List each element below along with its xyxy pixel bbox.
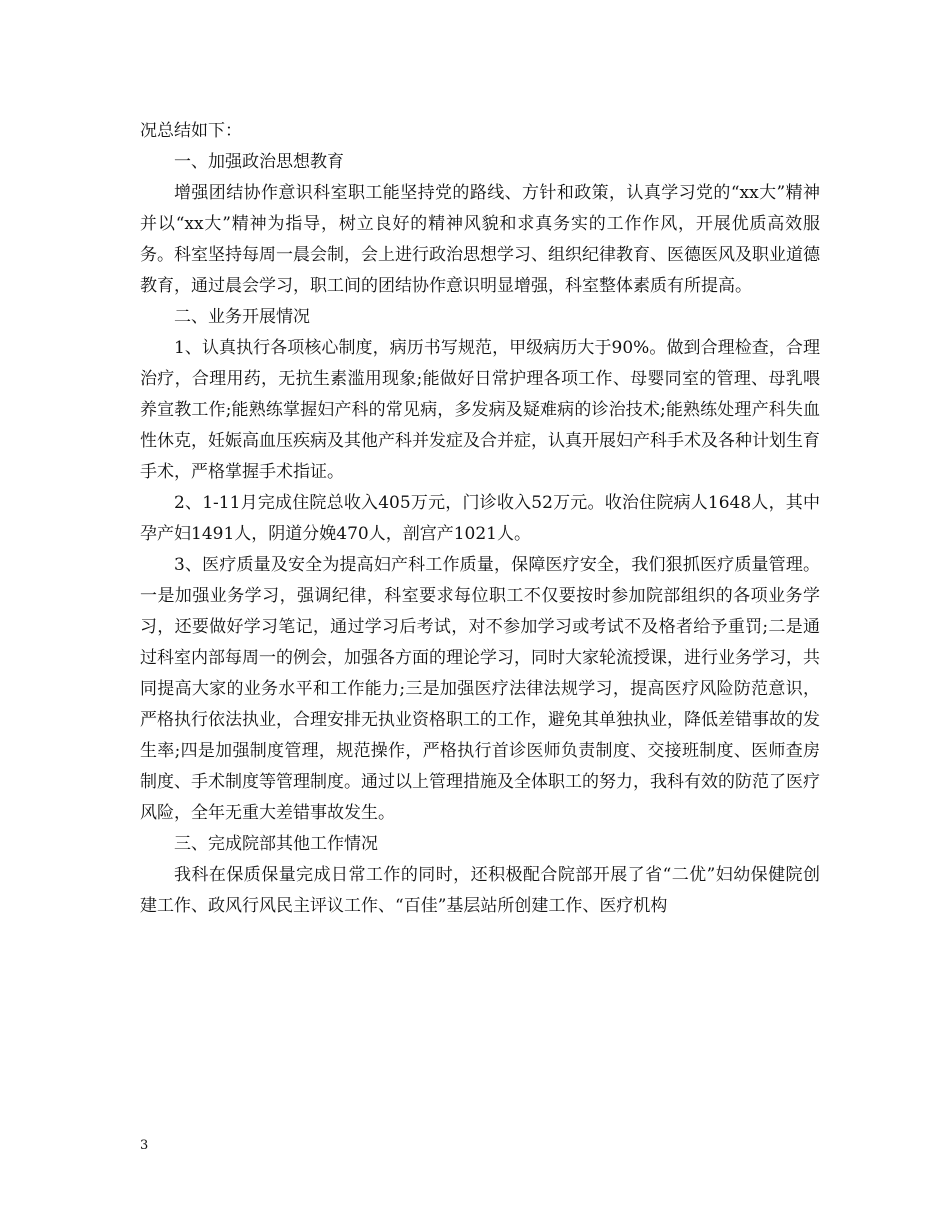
paragraph-political-education: 增强团结协作意识科室职工能坚持党的路线、方针和政策，认真学习党的“xx大”精神并以“xx大”精神为指导，树立良好的精神风貌和求真务实的工作作风，开展优质高效服务。科室坚持每周一晨会制，会上进行政治思想学习、组织纪律教育、医德医风及职业道德教育，通过晨会学习，职工间的团结协作意识明显增强，科室整体素质有所提高。 bbox=[140, 183, 820, 296]
paragraph-other-work: 我科在保质保量完成日常工作的同时，还积极配合院部开展了省“二优”妇幼保健院创建工作、政风行风民主评议工作、“百佳”基层站所创建工作、医疗机构 bbox=[140, 865, 820, 916]
paragraph-business-3: 3、医疗质量及安全为提高妇产科工作质量，保障医疗安全，我们狠抓医疗质量管理。一是加强业务学习，强调纪律，科室要求每位职工不仅要按时参加院部组织的各项业务学习，还要做好学习笔记，通过学习后考试，对不参加学习或考试不及格者给予重罚;二是通过科室内部每周一的例会，加强各方面的理论学习，同时大家轮流授课，进行业务学习，共同提高大家的业务水平和工作能力;三是加强医疗法律法规学习，提高医疗风险防范意识，严格执行依法执业，合理安排无执业资格职工的工作，避免其单独执业，降低差错事故的发生率;四是加强制度管理，规范操作，严格执行首诊医师负责制度、交接班制度、医师查房制度、手术制度等管理制度。通过以上管理措施及全体职工的努力，我科有效的防范了医疗风险，全年无重大差错事故发生。 bbox=[140, 555, 820, 823]
paragraph-business-2: 2、1-11月完成住院总收入405万元，门诊收入52万元。收治住院病人1648人，其中孕产妇1491人，阴道分娩470人，剖宫产1021人。 bbox=[140, 493, 820, 544]
paragraph-business-1: 1、认真执行各项核心制度，病历书写规范，甲级病历大于90%。做到合理检查，合理治疗，合理用药，无抗生素滥用现象;能做好日常护理各项工作、母婴同室的管理、母乳喂养宣教工作;能熟练掌握妇产科的常见病，多发病及疑难病的诊治技术;能熟练处理产科失血性休克，妊娠高血压疾病及其他产科并发症及合并症，认真开展妇产科手术及各种计划生育手术，严格掌握手术指证。 bbox=[140, 338, 820, 482]
section-heading-other-work: 三、完成院部其他工作情况 bbox=[174, 834, 378, 854]
section-heading-business: 二、业务开展情况 bbox=[174, 307, 310, 327]
page-number: 3 bbox=[140, 1138, 149, 1153]
document-body bbox=[140, 116, 820, 922]
paragraph-intro: 况总结如下： bbox=[140, 121, 242, 141]
section-heading-political-education: 一、加强政治思想教育 bbox=[174, 152, 344, 172]
